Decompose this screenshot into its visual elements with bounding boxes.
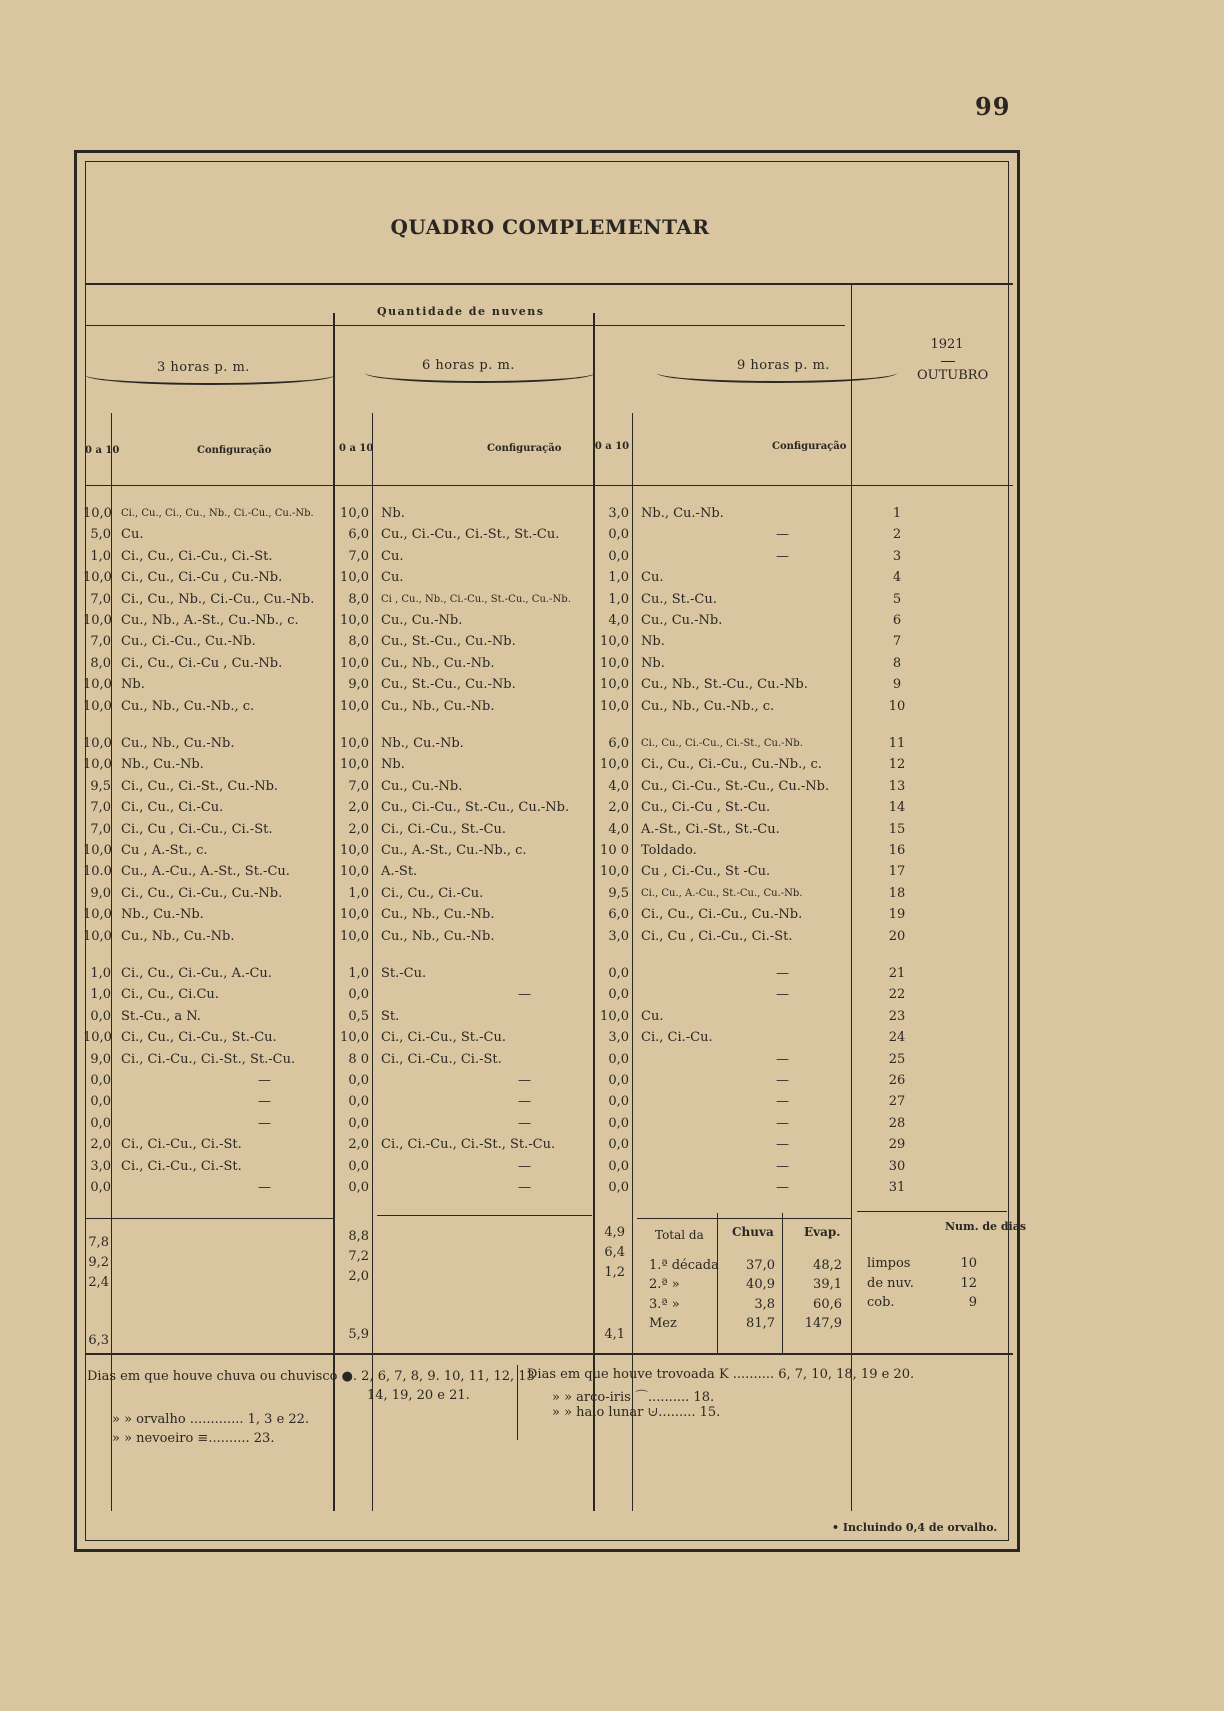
- qty-6h: 6,0: [348, 527, 369, 543]
- day-number: 16: [888, 843, 906, 858]
- qty-9h: 3,0: [608, 506, 629, 521]
- vline-qty2: [372, 413, 373, 1511]
- qty-6h: 10,0: [340, 698, 369, 714]
- vline-chuva: [717, 1213, 718, 1353]
- qty-6h: 2,0: [348, 821, 369, 837]
- qty-3h: 0,0: [90, 1008, 111, 1024]
- qty-6h: 10,0: [340, 736, 369, 751]
- qty-9h: 0,0: [608, 548, 629, 564]
- conf-3h: Ci., Cu., Ci.-Cu , Cu.-Nb.: [121, 655, 283, 671]
- qty-6h: 10,0: [340, 864, 369, 880]
- conf-3h: Cu.: [121, 527, 144, 543]
- qty-6h: 0,5: [348, 1008, 369, 1024]
- col-conf-2: Configuração: [487, 443, 562, 454]
- qty-3h: 10,0: [83, 613, 112, 628]
- day-number: 5: [892, 591, 902, 607]
- qty-6h: 1,0: [348, 885, 369, 901]
- conf-9h: —: [776, 527, 789, 543]
- conf-6h: —: [518, 1073, 531, 1088]
- chuva-value: 3,8: [754, 1297, 775, 1312]
- qty-6h: 9,0: [348, 677, 369, 693]
- qty-9h: 0,0: [608, 1073, 629, 1088]
- qty-9h: 6,0: [608, 907, 629, 923]
- num-dias-label: Num. de dias: [945, 1220, 1027, 1233]
- evap-label: Evap.: [804, 1225, 841, 1239]
- conf-3h: Cu., Nb., Cu.-Nb., c.: [121, 698, 255, 714]
- conf-9h: Ci., Cu , Ci.-Cu., Ci.-St.: [641, 928, 793, 944]
- qty-6h: 7,0: [348, 778, 369, 794]
- qty-9h: 4,0: [608, 821, 629, 837]
- conf-3h: Ci., Cu., Ci.-Cu., St.-Cu.: [121, 1030, 277, 1046]
- conf-3h: Ci., Cu., Nb., Ci.-Cu., Cu.-Nb.: [121, 591, 315, 607]
- conf-9h: Ci., Cu., Ci.-Cu., Cu.-Nb., c.: [641, 757, 822, 773]
- qty-3h: 10,0: [83, 928, 112, 944]
- conf-9h: Ci., Cu., Ci.-Cu., Cu.-Nb.: [641, 907, 803, 923]
- qty-3h: 10,0: [83, 570, 112, 586]
- period-label: 3.ª »: [649, 1297, 680, 1312]
- total-label: Total da: [655, 1228, 704, 1242]
- qty-6h: 10,0: [340, 570, 369, 586]
- conf-6h: —: [518, 1158, 531, 1174]
- evap-value: 147,9: [804, 1316, 842, 1331]
- conf-9h: —: [776, 1137, 789, 1153]
- qty-6h: 0,0: [348, 987, 369, 1003]
- footer-halo: » » halo lunar ⊍......... 15.: [552, 1405, 721, 1420]
- day-number: 12: [888, 757, 906, 773]
- qty-3h: 1,0: [90, 966, 111, 981]
- day-number: 22: [888, 987, 906, 1003]
- day-number: 6: [892, 613, 902, 628]
- conf-6h: Cu., St.-Cu., Cu.-Nb.: [381, 634, 516, 650]
- conf-6h: Cu., Cu.-Nb.: [381, 778, 463, 794]
- conf-3h: Cu , A.-St., c.: [121, 843, 208, 858]
- qty-3h: 1,0: [90, 548, 111, 564]
- summary-6h-value: 2,0: [348, 1269, 369, 1284]
- qty-9h: 0,0: [608, 987, 629, 1003]
- qty-6h: 10,0: [340, 506, 369, 521]
- footer-chuva-line1: Dias em que houve chuva ou chuvisco ●. 2, 6, 7, 8, 9. 10, 11, 12, 13: [87, 1369, 535, 1384]
- day-number: 25: [888, 1051, 906, 1067]
- month-label: OUTUBRO: [917, 368, 989, 383]
- day-number: 27: [888, 1094, 906, 1110]
- conf-3h: —: [258, 1094, 271, 1110]
- qty-9h: 10 0: [600, 843, 629, 858]
- conf-6h: St.: [381, 1008, 400, 1024]
- year-label: 1921: [930, 337, 964, 352]
- qty-3h: 0,0: [90, 1094, 111, 1110]
- qty-3h: 7,0: [90, 800, 111, 816]
- conf-6h: Nb., Cu.-Nb.: [381, 736, 464, 751]
- conf-3h: Ci., Cu., Ci.-Cu.: [121, 800, 224, 816]
- evap-value: 39,1: [813, 1277, 842, 1292]
- qty-9h: 3,0: [608, 1030, 629, 1046]
- day-number: 10: [888, 698, 906, 714]
- qty-6h: 0,0: [348, 1115, 369, 1131]
- qty-9h: 0,0: [608, 1051, 629, 1067]
- qty-3h: 5,0: [90, 527, 111, 543]
- qty-3h: 8,0: [90, 655, 111, 671]
- qty-3h: 9,0: [90, 885, 111, 901]
- conf-6h: Cu., Cu.-Nb.: [381, 613, 463, 628]
- num-dias-value: 12: [960, 1276, 977, 1291]
- summary-divider-1: [85, 1218, 335, 1219]
- qty-9h: 0,0: [608, 1158, 629, 1174]
- qty-3h: 0,0: [90, 1073, 111, 1088]
- qty-6h: 7,0: [348, 548, 369, 564]
- day-number: 8: [892, 655, 902, 671]
- qty-6h: 2,0: [348, 800, 369, 816]
- conf-9h: Nb.: [641, 634, 665, 650]
- vline-qty3: [632, 413, 633, 1511]
- conf-9h: Cu., Ci.-Cu , St.-Cu.: [641, 800, 771, 816]
- conf-9h: —: [776, 1073, 789, 1088]
- footer-orvalho: » » orvalho ............. 1, 3 e 22.: [112, 1412, 310, 1427]
- day-number: 2: [892, 527, 902, 543]
- conf-9h: Nb.: [641, 655, 665, 671]
- num-dias-value: 10: [960, 1256, 977, 1271]
- period-label: Mez: [649, 1316, 677, 1331]
- qty-9h: 0,0: [608, 527, 629, 543]
- col-qty-2: 0 a 10: [339, 443, 374, 454]
- qty-3h: 10,0: [83, 1030, 112, 1046]
- qty-3h: 10.0: [83, 864, 112, 880]
- qty-3h: 9,0: [90, 1051, 111, 1067]
- qty-9h: 10,0: [600, 634, 629, 650]
- group-header: Quantidade de nuvens: [377, 305, 545, 318]
- qty-3h: 10,0: [83, 757, 112, 773]
- qty-3h: 10,0: [83, 843, 112, 858]
- day-number: 18: [888, 885, 906, 901]
- day-number: 3: [892, 548, 902, 564]
- conf-9h: —: [776, 1094, 789, 1110]
- conf-3h: —: [258, 1115, 271, 1131]
- conf-9h: —: [776, 966, 789, 981]
- qty-9h: 10,0: [600, 655, 629, 671]
- conf-3h: Cu., Nb., A.-St., Cu.-Nb., c.: [121, 613, 299, 628]
- day-number: 13: [888, 778, 906, 794]
- qty-9h: 0,0: [608, 1115, 629, 1131]
- summary-9h-value: 6,4: [604, 1245, 625, 1260]
- qty-9h: 6,0: [608, 736, 629, 751]
- conf-3h: Ci., Cu., Ci.-St., Cu.-Nb.: [121, 778, 279, 794]
- summary-divider-3: [637, 1218, 852, 1219]
- header-divider: [85, 485, 1013, 486]
- period-label: 2.ª »: [649, 1277, 680, 1292]
- conf-6h: Cu., Nb., Cu.-Nb.: [381, 698, 495, 714]
- summary-6h-value: 7,2: [348, 1249, 369, 1264]
- conf-3h: Ci., Ci.-Cu., Ci.-St.: [121, 1158, 242, 1174]
- conf-6h: —: [518, 1115, 531, 1131]
- conf-9h: Cu., Nb., St.-Cu., Cu.-Nb.: [641, 677, 808, 693]
- period-header-2: 6 horas p. m.: [422, 358, 515, 373]
- qty-6h: 10,0: [340, 843, 369, 858]
- qty-9h: 4,0: [608, 613, 629, 628]
- chuva-label: Chuva: [732, 1225, 774, 1239]
- qty-6h: 10,0: [340, 928, 369, 944]
- conf-9h: Cu.: [641, 1008, 664, 1024]
- summary-3h-value: 7,8: [88, 1235, 109, 1250]
- day-number: 17: [888, 864, 906, 880]
- qty-3h: 9,5: [90, 778, 111, 794]
- qty-3h: 10,0: [83, 698, 112, 714]
- vline-period1: [333, 313, 335, 1511]
- evap-value: 60,6: [813, 1297, 842, 1312]
- qty-6h: 8 0: [348, 1051, 369, 1067]
- day-number: 31: [888, 1180, 906, 1195]
- num-dias-label-row: limpos: [867, 1256, 911, 1271]
- group-divider: [85, 325, 845, 326]
- conf-6h: Ci., Ci.-Cu., Ci.-St.: [381, 1051, 502, 1067]
- conf-3h: Nb.: [121, 677, 145, 693]
- conf-9h: Cu , Ci.-Cu., St -Cu.: [641, 864, 771, 880]
- conf-6h: Nb.: [381, 506, 405, 521]
- period-label: 1.ª década: [649, 1258, 719, 1273]
- table-frame: [74, 150, 1027, 1552]
- qty-9h: 10,0: [600, 1008, 629, 1024]
- qty-9h: 10,0: [600, 698, 629, 714]
- conf-9h: Cu., St.-Cu.: [641, 591, 717, 607]
- conf-6h: Nb.: [381, 757, 405, 773]
- qty-3h: 10,0: [83, 506, 112, 521]
- conf-9h: Ci., Cu., Ci.-Cu., Ci.-St., Cu.-Nb.: [641, 738, 803, 749]
- num-dias-label-row: cob.: [867, 1295, 895, 1310]
- qty-9h: 0,0: [608, 1137, 629, 1153]
- day-number: 29: [888, 1137, 906, 1153]
- qty-9h: 10,0: [600, 757, 629, 773]
- conf-6h: Cu., Ci.-Cu., Ci.-St., St.-Cu.: [381, 527, 560, 543]
- qty-3h: 7,0: [90, 591, 111, 607]
- conf-6h: —: [518, 1094, 531, 1110]
- qty-3h: 10,0: [83, 677, 112, 693]
- vline-evap: [782, 1213, 783, 1353]
- qty-3h: 10,0: [83, 736, 112, 751]
- qty-3h: 7,0: [90, 634, 111, 650]
- conf-9h: A.-St., Ci.-St., St.-Cu.: [641, 821, 780, 837]
- qty-6h: 10,0: [340, 655, 369, 671]
- conf-6h: Cu., St.-Cu., Cu.-Nb.: [381, 677, 516, 693]
- conf-9h: —: [776, 1180, 789, 1195]
- conf-3h: Cu., Ci.-Cu., Cu.-Nb.: [121, 634, 256, 650]
- year-dash: [941, 361, 955, 362]
- summary-9h-value: 1,2: [604, 1265, 625, 1280]
- conf-9h: —: [776, 548, 789, 564]
- conf-9h: —: [776, 1158, 789, 1174]
- conf-6h: Cu., Nb., Cu.-Nb.: [381, 907, 495, 923]
- conf-3h: Nb., Cu.-Nb.: [121, 907, 204, 923]
- conf-6h: —: [518, 1180, 531, 1195]
- day-number: 1: [892, 506, 902, 521]
- conf-3h: Ci., Cu., Ci.-Cu , Cu.-Nb.: [121, 570, 283, 586]
- conf-3h: Nb., Cu.-Nb.: [121, 757, 204, 773]
- footer-trovoada: Dias em que houve trovoada K .......... 6, 7, 10, 18, 19 e 20.: [527, 1367, 915, 1382]
- conf-9h: Cu., Nb., Cu.-Nb., c.: [641, 698, 775, 714]
- day-number: 15: [888, 821, 906, 837]
- conf-9h: —: [776, 1051, 789, 1067]
- qty-6h: 10,0: [340, 757, 369, 773]
- conf-3h: Ci., Cu., Ci.-Cu., A.-Cu.: [121, 966, 272, 981]
- chuva-value: 40,9: [746, 1277, 775, 1292]
- conf-6h: —: [518, 987, 531, 1003]
- qty-9h: 0,0: [608, 1094, 629, 1110]
- day-number: 26: [888, 1073, 906, 1088]
- conf-6h: Cu., Ci.-Cu., St.-Cu., Cu.-Nb.: [381, 800, 570, 816]
- conf-3h: Cu., A.-Cu., A.-St., St.-Cu.: [121, 864, 290, 880]
- summary-3h-value: 6,3: [88, 1333, 109, 1348]
- qty-3h: 10,0: [83, 907, 112, 923]
- qty-9h: 9,5: [608, 885, 629, 901]
- conf-6h: Ci , Cu., Nb., Ci.-Cu., St.-Cu., Cu.-Nb.: [381, 593, 571, 605]
- qty-6h: 8,0: [348, 634, 369, 650]
- qty-6h: 0,0: [348, 1158, 369, 1174]
- conf-3h: Cu., Nb., Cu.-Nb.: [121, 928, 235, 944]
- qty-6h: 10,0: [340, 907, 369, 923]
- qty-6h: 10,0: [340, 613, 369, 628]
- qty-6h: 2,0: [348, 1137, 369, 1153]
- qty-3h: 2,0: [90, 1137, 111, 1153]
- qty-6h: 0,0: [348, 1073, 369, 1088]
- page-number: 99: [975, 92, 1011, 121]
- qty-9h: 2,0: [608, 800, 629, 816]
- conf-9h: Toldado.: [641, 843, 697, 858]
- conf-6h: Ci., Ci.-Cu., St.-Cu.: [381, 1030, 506, 1046]
- conf-9h: Nb., Cu.-Nb.: [641, 506, 724, 521]
- period-header-1: 3 horas p. m.: [157, 360, 250, 375]
- vline-day: [851, 283, 852, 1511]
- qty-3h: 0,0: [90, 1115, 111, 1131]
- conf-6h: Cu., A.-St., Cu.-Nb., c.: [381, 843, 527, 858]
- evap-value: 48,2: [813, 1258, 842, 1273]
- col-qty-3: 0 a 10: [594, 441, 630, 452]
- day-number: 11: [888, 736, 906, 751]
- summary-9h-value: 4,1: [604, 1327, 625, 1342]
- conf-3h: Ci., Cu., Ci.Cu.: [121, 987, 219, 1003]
- col-conf-3: Configuração: [772, 441, 847, 452]
- col-qty-1: 0 a 10: [85, 445, 120, 456]
- summary-6h-value: 5,9: [348, 1327, 369, 1342]
- conf-6h: Cu., Nb., Cu.-Nb.: [381, 928, 495, 944]
- day-number: 9: [892, 677, 902, 693]
- day-number: 24: [888, 1030, 906, 1046]
- qty-9h: 0,0: [608, 966, 629, 981]
- conf-6h: Cu., Nb., Cu.-Nb.: [381, 655, 495, 671]
- title-divider: [85, 283, 1013, 285]
- qty-9h: 1,0: [608, 591, 629, 607]
- summary-divider-4: [857, 1211, 1007, 1212]
- conf-6h: Cu.: [381, 548, 404, 564]
- conf-6h: A.-St.: [381, 864, 418, 880]
- qty-9h: 4,0: [608, 778, 629, 794]
- num-dias-value: 9: [968, 1295, 977, 1310]
- qty-6h: 10,0: [340, 1030, 369, 1046]
- conf-3h: Cu., Nb., Cu.-Nb.: [121, 736, 235, 751]
- summary-divider-2: [377, 1215, 592, 1216]
- qty-6h: 0,0: [348, 1094, 369, 1110]
- conf-6h: Cu.: [381, 570, 404, 586]
- footer-arco: » » arco-iris ⌒.......... 18.: [552, 1390, 715, 1405]
- qty-9h: 0,0: [608, 1180, 629, 1195]
- summary-9h-value: 4,9: [604, 1225, 625, 1240]
- qty-3h: 3,0: [90, 1158, 111, 1174]
- day-number: 7: [892, 634, 902, 650]
- day-number: 23: [888, 1008, 906, 1024]
- conf-6h: St.-Cu.: [381, 966, 427, 981]
- qty-9h: 10,0: [600, 864, 629, 880]
- col-conf-1: Configuração: [197, 445, 272, 456]
- footer-divider: [85, 1353, 1013, 1355]
- page-title: QUADRO COMPLEMENTAR: [390, 215, 710, 239]
- qty-6h: 0,0: [348, 1180, 369, 1195]
- conf-3h: Ci., Cu., Ci.-Cu., Cu.-Nb.: [121, 885, 283, 901]
- footnote: • Incluindo 0,4 de orvalho.: [832, 1521, 998, 1534]
- qty-6h: 8,0: [348, 591, 369, 607]
- chuva-value: 81,7: [746, 1316, 775, 1331]
- conf-9h: —: [776, 1115, 789, 1131]
- summary-6h-value: 8,8: [348, 1229, 369, 1244]
- qty-3h: 7,0: [90, 821, 111, 837]
- qty-6h: 1,0: [348, 966, 369, 981]
- conf-9h: Cu.: [641, 570, 664, 586]
- qty-9h: 10,0: [600, 677, 629, 693]
- qty-3h: 1,0: [90, 987, 111, 1003]
- conf-3h: Ci., Ci.-Cu., Ci.-St.: [121, 1137, 242, 1153]
- conf-3h: —: [258, 1073, 271, 1088]
- day-number: 20: [888, 928, 906, 944]
- conf-3h: Ci., Cu., Ci., Cu., Nb., Ci.-Cu., Cu.-Nb.: [121, 508, 314, 519]
- conf-3h: Ci., Cu , Ci.-Cu., Ci.-St.: [121, 821, 273, 837]
- conf-9h: —: [776, 987, 789, 1003]
- footer-chuva-line2: 14, 19, 20 e 21.: [367, 1388, 470, 1403]
- conf-3h: Ci., Cu., Ci.-Cu., Ci.-St.: [121, 548, 273, 564]
- day-number: 4: [892, 570, 902, 586]
- qty-9h: 3,0: [608, 928, 629, 944]
- conf-3h: St.-Cu., a N.: [121, 1008, 201, 1024]
- footer-nevoeiro: » » nevoeiro ≡.......... 23.: [112, 1431, 275, 1446]
- day-number: 30: [888, 1158, 906, 1174]
- conf-6h: Ci., Cu., Ci.-Cu.: [381, 885, 484, 901]
- day-number: 21: [888, 966, 906, 981]
- summary-3h-value: 9,2: [88, 1255, 109, 1270]
- chuva-value: 37,0: [746, 1258, 775, 1273]
- conf-9h: Cu., Cu.-Nb.: [641, 613, 723, 628]
- period-header-3: 9 horas p. m.: [737, 358, 830, 373]
- qty-3h: 0,0: [90, 1180, 111, 1195]
- conf-3h: —: [258, 1180, 271, 1195]
- conf-3h: Ci., Ci.-Cu., Ci.-St., St.-Cu.: [121, 1051, 296, 1067]
- conf-6h: Ci., Ci.-Cu., Ci.-St., St.-Cu.: [381, 1137, 556, 1153]
- num-dias-label-row: de nuv.: [867, 1276, 914, 1291]
- conf-9h: Ci., Ci.-Cu.: [641, 1030, 713, 1046]
- summary-3h-value: 2,4: [88, 1275, 109, 1290]
- day-number: 28: [888, 1115, 906, 1131]
- conf-9h: Ci., Cu., A.-Cu., St.-Cu., Cu.-Nb.: [641, 887, 803, 899]
- conf-6h: Ci., Ci.-Cu., St.-Cu.: [381, 821, 506, 837]
- day-number: 19: [888, 907, 906, 923]
- conf-9h: Cu., Ci.-Cu., St.-Cu., Cu.-Nb.: [641, 778, 830, 794]
- qty-9h: 1,0: [608, 570, 629, 586]
- day-number: 14: [888, 800, 906, 816]
